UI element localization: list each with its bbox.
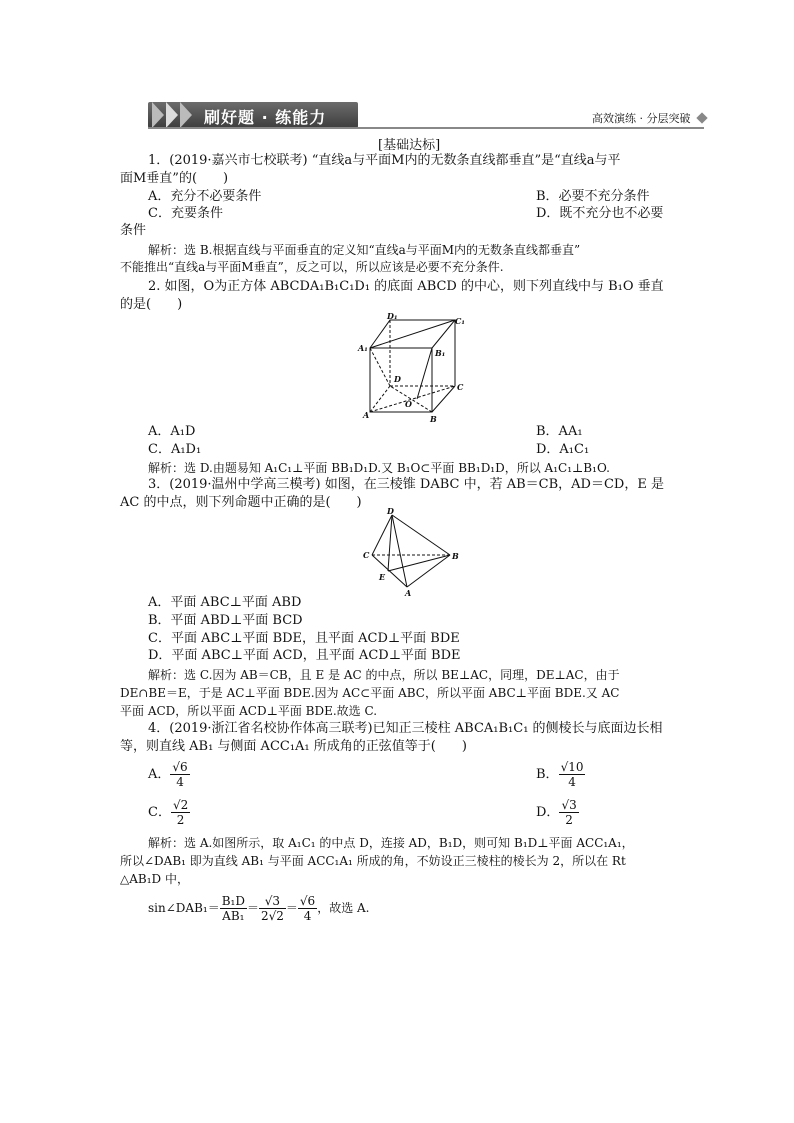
q4-option-a-label: A． [148, 767, 171, 782]
fraction-denominator: 2 [176, 813, 185, 827]
q3-option-c: C．平面 ABC⊥平面 BDE，且平面 ACD⊥平面 BDE [148, 631, 460, 646]
q3-stem-line2: AC 的中点，则下列命题中正确的是( ) [120, 495, 362, 510]
edge-dc [372, 515, 392, 555]
q2-option-d: D．A₁C₁ [536, 442, 590, 457]
q3-stem-line1: 3．(2019·温州中学高三模考) 如图，在三棱锥 DABC 中，若 AB＝CB，AD＝CD，E 是 [148, 477, 664, 492]
q3-solution-line3: 平面 ACD，所以平面 ACD⊥平面 BDE.故选 C. [120, 704, 378, 718]
q1-option-c: C．充要条件 [148, 206, 223, 221]
edge-db [392, 515, 450, 555]
q1-option-a: A．充分不必要条件 [148, 189, 262, 204]
label-d1: D₁ [387, 312, 398, 321]
q4-option-a-fraction [170, 760, 189, 789]
label-a: A [405, 588, 412, 597]
q4-option-d-label: D． [536, 805, 560, 820]
q4-equation: sin∠DAB₁＝ $\frac{\text{B₁D}}{\text{AB₁}}$ ＝ $\frac{√3}{2√2}$ ＝ $\frac{√6}{4}$ ，故选 A. [148, 894, 370, 923]
diamond-icon [696, 112, 707, 123]
edge-eb [388, 555, 450, 571]
fraction-numerator: √2 [172, 798, 189, 812]
chevron-icon [152, 102, 164, 128]
q4-solution-line2: 所以∠DAB₁ 即为直线 AB₁ 与平面 ACC₁A₁ 所成的角，不妨设正三棱柱的棱长为 2，所以在 Rt [120, 854, 626, 868]
q4-stem-line1: 4．(2019·浙江省名校协作体高三联考)已知正三棱柱 ABCA₁B₁C₁ 的侧棱长与底面边长相 [148, 721, 663, 736]
label-c: C [457, 382, 464, 392]
chevron-icon [180, 102, 192, 128]
label-b: B [452, 551, 459, 561]
pyramid-figure [360, 507, 465, 597]
q1-solution-line2: 不能推出“直线a与平面M垂直”，反之可以，所以应该是必要不充分条件. [120, 260, 504, 274]
header-banner [148, 102, 358, 128]
q2-option-c: C．A₁D₁ [148, 442, 202, 457]
q4-solution-line3: △AB₁D 中， [120, 872, 189, 886]
equation-fraction-2 [259, 894, 286, 923]
cube-figure [355, 312, 475, 424]
q2-stem-line2: 的是( ) [120, 297, 183, 312]
edge-de [388, 515, 392, 571]
label-c: C [363, 550, 370, 560]
q2-option-a: A．A₁D [148, 424, 196, 439]
label-a: A [363, 410, 370, 420]
header-rule [148, 127, 704, 129]
q4-option-b [536, 760, 585, 789]
banner-title: 刷好题 · 练能力 [204, 108, 327, 127]
fraction-denominator: 2√2 [260, 909, 284, 923]
q4-option-d [536, 798, 579, 827]
q1-option-b: B．必要不充分条件 [536, 189, 650, 204]
fraction-numerator: √3 [259, 894, 286, 909]
label-d: D [394, 374, 401, 384]
fraction-denominator: 4 [568, 775, 576, 789]
q4-option-c [148, 798, 190, 827]
q2-stem-line1: 2. 如图，O为正方体 ABCDA₁B₁C₁D₁ 的底面 ABCD 的中心，则下列直线中与 B₁O 垂直 [148, 279, 664, 294]
fraction-numerator: √3 [561, 798, 577, 812]
fraction-denominator: AB₁ [222, 909, 245, 923]
q4-option-a [148, 760, 190, 789]
q3-solution-line1: 解析：选 C.因为 AB＝CB，且 E 是 AC 的中点，所以 BE⊥AC，同理，DE⊥AC，由于 [148, 668, 620, 682]
fraction-numerator: B₁D [221, 894, 245, 908]
label-a1: A₁ [358, 343, 368, 353]
label-e: E [379, 572, 386, 582]
fraction-numerator: √6 [172, 760, 188, 774]
q4-option-b-label: B． [536, 767, 559, 782]
fraction-denominator: 4 [303, 909, 312, 923]
label-o: O [405, 399, 412, 409]
cube-hidden-ad [370, 386, 390, 412]
label-c1: C₁ [455, 316, 465, 326]
q3-option-d: D．平面 ABC⊥平面 ACD，且平面 ACD⊥平面 BDE [148, 648, 461, 663]
fraction-numerator: √6 [299, 894, 316, 908]
q4-stem-line2: 等，则直线 AB₁ 与侧面 ACC₁A₁ 所成角的正弦值等于( ) [120, 739, 467, 754]
cube-hidden-a1d [370, 348, 390, 386]
equation-suffix: ，故选 A. [317, 901, 370, 915]
q1-stem-line1: 1．(2019·嘉兴市七校联考) “直线a与平面M内的无数条直线都垂直”是“直线a与平 [148, 153, 621, 168]
q3-option-a: A．平面 ABC⊥平面 ABD [148, 595, 302, 610]
section-title: [基础达标] [378, 138, 441, 153]
cube-hidden-ac [370, 386, 455, 412]
equation-fraction-3 [298, 894, 317, 923]
q1-solution-line1: 解析：选 B.根据直线与平面垂直的定义知“直线a与平面M内的无数条直线都垂直” [148, 243, 581, 257]
label-b: B [430, 414, 437, 424]
cube-diagonal-a1c1 [370, 320, 455, 348]
chevron-icon [166, 102, 178, 128]
q4-solution-line1: 解析：选 A.如图所示，取 A₁C₁ 的中点 D，连接 AD，B₁D，则可知 B₁D⊥平面 ACC₁A₁， [148, 836, 634, 850]
q3-solution-line2: DE∩BE＝E，于是 AC⊥平面 BDE.因为 AC⊂平面 ABC，所以平面 ABC⊥平面 BDE.又 AC [120, 686, 620, 700]
q2-option-b: B．AA₁ [536, 424, 583, 439]
equation-prefix: sin∠DAB₁＝ [148, 901, 220, 915]
edge-ab [407, 555, 450, 587]
q1-option-d: D．既不充分也不必要 [536, 206, 664, 221]
q4-option-b-fraction [559, 760, 586, 789]
edge-da [392, 515, 407, 587]
q4-option-c-fraction [171, 798, 190, 827]
q4-option-c-label: C． [148, 805, 171, 820]
q4-option-d-fraction [559, 798, 578, 827]
label-b1: B₁ [435, 348, 446, 358]
equation-fraction-1 [220, 894, 247, 923]
q1-option-d-cont: 条件 [120, 223, 147, 238]
fraction-numerator: √10 [560, 760, 584, 774]
q3-option-b: B．平面 ABD⊥平面 BCD [148, 613, 303, 628]
q2-solution: 解析：选 D.由题易知 A₁C₁⊥平面 BB₁D₁D.又 B₁O⊂平面 BB₁D₁D，所以 A₁C₁⊥B₁O. [148, 461, 610, 475]
fraction-denominator: 4 [176, 775, 184, 789]
label-d: D [387, 507, 394, 516]
cube-segment-b1o [417, 348, 432, 399]
q1-stem-line2: 面M垂直”的( ) [120, 171, 229, 186]
header-tagline: 高效演练 · 分层突破 [592, 112, 691, 125]
fraction-denominator: 2 [565, 813, 573, 827]
